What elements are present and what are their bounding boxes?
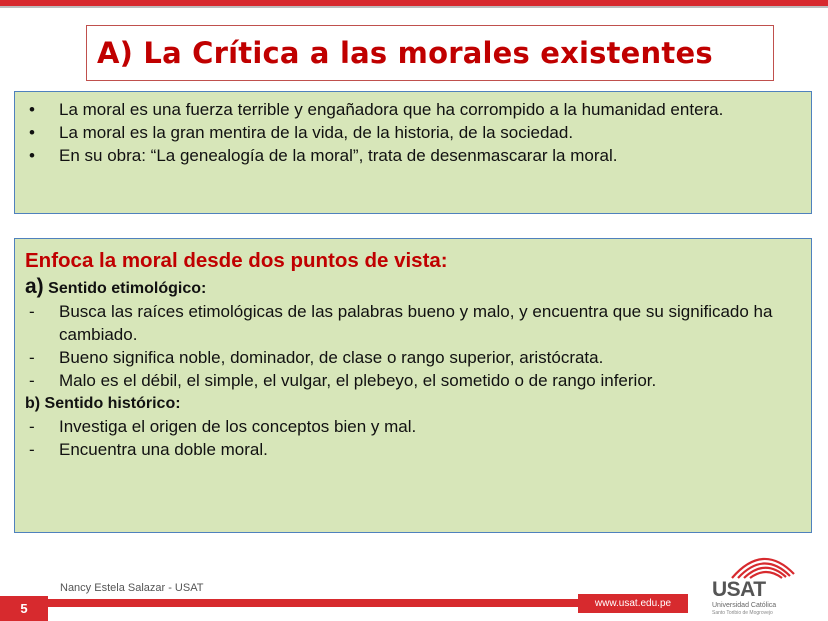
page-number: 5 — [20, 601, 28, 616]
title-box — [86, 25, 774, 81]
logo-line2: Santo Toribio de Mogrovejo — [712, 610, 773, 616]
list-item — [25, 98, 801, 121]
list-item-text: La moral es la gran mentira de la vida, de la historia, de la sociedad. — [59, 123, 574, 142]
dash-icon: - — [29, 417, 35, 436]
list-item-text: Malo es el débil, el simple, el vulgar, el plebeyo, el sometido o de rango inferior. — [59, 371, 657, 390]
critique-box — [14, 91, 812, 214]
list-item — [25, 415, 801, 438]
logo-line1: Universidad Católica — [712, 602, 777, 609]
list-item — [25, 300, 801, 346]
bullet-icon: • — [29, 123, 35, 142]
dash-icon: - — [29, 302, 35, 321]
bullet-icon: • — [29, 146, 35, 165]
viewpoints-box — [14, 238, 812, 533]
bullet-icon: • — [29, 100, 35, 119]
section-a-title — [25, 275, 801, 300]
footer-author: Nancy Estela Salazar - USAT — [60, 582, 204, 594]
section-b-list — [25, 415, 801, 461]
list-item-text: Busca las raíces etimológicas de las palabras bueno y malo, y encuentra que su significado ha cambiado. — [59, 302, 773, 344]
footer-website-block — [578, 594, 688, 613]
list-item — [25, 121, 801, 144]
list-item — [25, 438, 801, 461]
list-item — [25, 144, 801, 167]
usat-logo — [708, 548, 818, 618]
list-item-text: La moral es una fuerza terrible y engañadora que ha corrompido a la humanidad entera. — [59, 100, 724, 119]
list-item-text: Bueno significa noble, dominador, de clase o rango superior, aristócrata. — [59, 348, 604, 367]
list-item-text: Encuentra una doble moral. — [59, 440, 268, 459]
section-b-title: b) Sentido histórico: — [25, 395, 181, 412]
dash-icon: - — [29, 348, 35, 367]
list-item-text: En su obra: “La genealogía de la moral”, trata de desenmascarar la moral. — [59, 146, 618, 165]
list-item — [25, 369, 801, 392]
logo-arc-icon — [728, 548, 798, 580]
dash-icon: - — [29, 440, 35, 459]
footer-website: www.usat.edu.pe — [594, 598, 672, 609]
list-item — [25, 346, 801, 369]
viewpoints-heading: Enfoca la moral desde dos puntos de vista: — [25, 249, 448, 272]
section-a-letter: a) — [25, 275, 44, 298]
section-a-label: Sentido etimológico: — [48, 280, 207, 297]
list-item-text: Investiga el origen de los conceptos bien y mal. — [59, 417, 417, 436]
slide-title: A) La Crítica a las morales existentes — [97, 36, 713, 70]
critique-list — [25, 98, 801, 167]
section-a-list — [25, 300, 801, 392]
logo-name: USAT — [712, 578, 766, 601]
top-accent-shadow — [0, 6, 828, 8]
dash-icon: - — [29, 371, 35, 390]
